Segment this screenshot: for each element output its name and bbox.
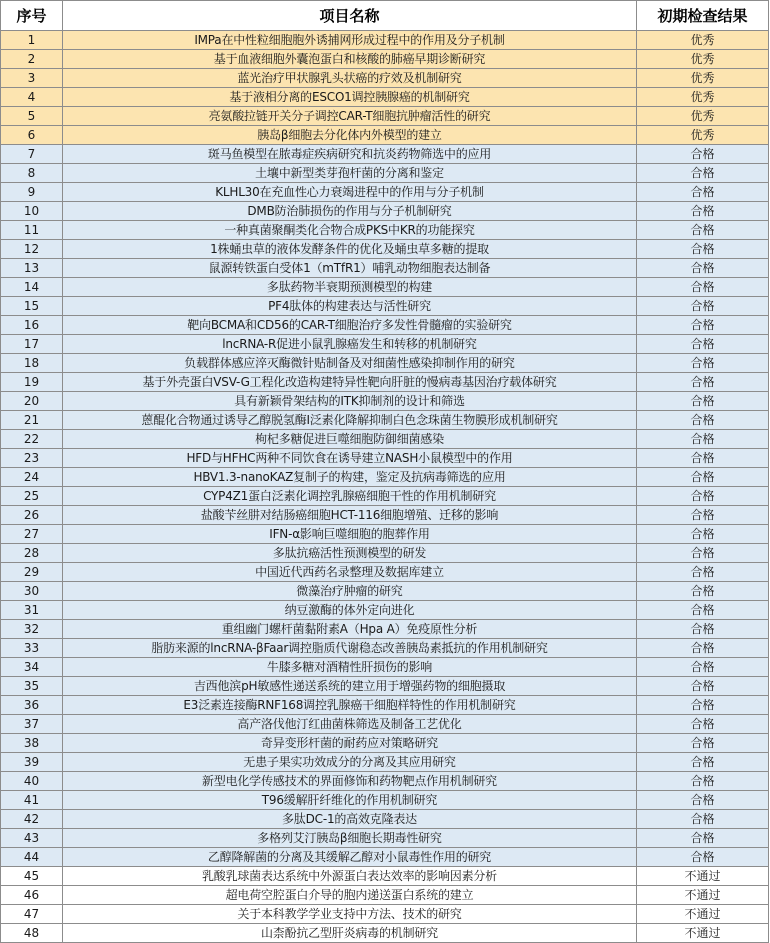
row-number-cell: 18 [1, 354, 63, 373]
header-no: 序号 [1, 1, 63, 31]
result-cell: 合格 [637, 430, 769, 449]
project-name-cell: 基于外壳蛋白VSV-G工程化改造构建特异性靶向肝脏的慢病毒基因治疗载体研究 [63, 373, 637, 392]
result-cell: 优秀 [637, 107, 769, 126]
row-number-cell: 32 [1, 620, 63, 639]
table-row [1, 297, 769, 316]
row-number-cell: 13 [1, 259, 63, 278]
row-number-cell: 25 [1, 487, 63, 506]
result-cell: 合格 [637, 715, 769, 734]
result-cell: 合格 [637, 810, 769, 829]
table-row [1, 31, 769, 50]
project-name-cell: 关于本科教学学业支持中方法、技术的研究 [63, 905, 637, 924]
project-name-cell: 吉西他滨pH敏感性递送系统的建立用于增强药物的细胞摄取 [63, 677, 637, 696]
project-name-cell: 负载群体感应淬灭酶微针贴制备及对细菌性感染抑制作用的研究 [63, 354, 637, 373]
table-row [1, 259, 769, 278]
result-cell: 合格 [637, 221, 769, 240]
result-cell: 合格 [637, 316, 769, 335]
project-name-cell: IFN-α影响巨噬细胞的胞葬作用 [63, 525, 637, 544]
result-cell: 合格 [637, 677, 769, 696]
row-number-cell: 5 [1, 107, 63, 126]
table-row [1, 468, 769, 487]
row-number-cell: 42 [1, 810, 63, 829]
row-number-cell: 8 [1, 164, 63, 183]
row-number-cell: 39 [1, 753, 63, 772]
result-cell: 合格 [637, 753, 769, 772]
row-number-cell: 48 [1, 924, 63, 943]
row-number-cell: 16 [1, 316, 63, 335]
project-name-cell: IMPa在中性粒细胞胞外诱捕网形成过程中的作用及分子机制 [63, 31, 637, 50]
result-cell: 合格 [637, 392, 769, 411]
row-number-cell: 26 [1, 506, 63, 525]
table-row [1, 449, 769, 468]
project-name-cell: 土壤中新型类芽孢杆菌的分离和鉴定 [63, 164, 637, 183]
row-number-cell: 29 [1, 563, 63, 582]
project-name-cell: KLHL30在充血性心力衰竭进程中的作用与分子机制 [63, 183, 637, 202]
row-number-cell: 44 [1, 848, 63, 867]
row-number-cell: 45 [1, 867, 63, 886]
row-number-cell: 11 [1, 221, 63, 240]
table-row [1, 905, 769, 924]
project-name-cell: 胰岛β细胞去分化体内外模型的建立 [63, 126, 637, 145]
table-row [1, 867, 769, 886]
row-number-cell: 1 [1, 31, 63, 50]
result-cell: 合格 [637, 335, 769, 354]
table-row [1, 658, 769, 677]
result-cell: 合格 [637, 449, 769, 468]
table-row [1, 525, 769, 544]
table-row [1, 734, 769, 753]
row-number-cell: 7 [1, 145, 63, 164]
table-row [1, 582, 769, 601]
project-name-cell: 一种真菌聚酮类化合物合成PKS中KR的功能探究 [63, 221, 637, 240]
table-row [1, 601, 769, 620]
row-number-cell: 36 [1, 696, 63, 715]
project-name-cell: 蒽醌化合物通过诱导乙醇脱氢酶I泛素化降解抑制白色念珠菌生物膜形成机制研究 [63, 411, 637, 430]
row-number-cell: 9 [1, 183, 63, 202]
header-name: 项目名称 [63, 1, 637, 31]
table-row [1, 126, 769, 145]
result-cell: 合格 [637, 164, 769, 183]
row-number-cell: 33 [1, 639, 63, 658]
project-name-cell: 牛膝多糖对酒精性肝损伤的影响 [63, 658, 637, 677]
result-cell: 合格 [637, 468, 769, 487]
table-row [1, 620, 769, 639]
result-cell: 合格 [637, 411, 769, 430]
table-row [1, 240, 769, 259]
result-cell: 合格 [637, 544, 769, 563]
project-name-cell: 奇异变形杆菌的耐药应对策略研究 [63, 734, 637, 753]
result-cell: 合格 [637, 601, 769, 620]
result-cell: 合格 [637, 297, 769, 316]
project-name-cell: 多肽DC-1的高效克隆表达 [63, 810, 637, 829]
result-cell: 优秀 [637, 88, 769, 107]
result-cell: 合格 [637, 278, 769, 297]
project-name-cell: 蓝光治疗甲状腺乳头状癌的疗效及机制研究 [63, 69, 637, 88]
table-row [1, 487, 769, 506]
result-cell: 合格 [637, 259, 769, 278]
project-name-cell: 乳酸乳球菌表达系统中外源蛋白表达效率的影响因素分析 [63, 867, 637, 886]
header-result: 初期检查结果 [637, 1, 769, 31]
table-row [1, 639, 769, 658]
row-number-cell: 46 [1, 886, 63, 905]
row-number-cell: 31 [1, 601, 63, 620]
project-name-cell: 高产洛伐他汀红曲菌株筛选及制备工艺优化 [63, 715, 637, 734]
row-number-cell: 19 [1, 373, 63, 392]
project-name-cell: CYP4Z1蛋白泛素化调控乳腺癌细胞干性的作用机制研究 [63, 487, 637, 506]
project-name-cell: 超电荷空腔蛋白介导的胞内递送蛋白系统的建立 [63, 886, 637, 905]
table-row [1, 202, 769, 221]
table-row [1, 810, 769, 829]
table-row [1, 354, 769, 373]
result-cell: 不通过 [637, 886, 769, 905]
row-number-cell: 3 [1, 69, 63, 88]
result-cell: 合格 [637, 791, 769, 810]
result-cell: 合格 [637, 145, 769, 164]
table-row [1, 791, 769, 810]
table-row [1, 677, 769, 696]
table-row [1, 50, 769, 69]
project-name-cell: 1株蛹虫草的液体发酵条件的优化及蛹虫草多糖的提取 [63, 240, 637, 259]
table-row [1, 183, 769, 202]
row-number-cell: 34 [1, 658, 63, 677]
table-row [1, 278, 769, 297]
result-cell: 合格 [637, 487, 769, 506]
row-number-cell: 21 [1, 411, 63, 430]
project-name-cell: 重组幽门螺杆菌黏附素A（Hpa A）免疫原性分析 [63, 620, 637, 639]
table-row [1, 88, 769, 107]
row-number-cell: 4 [1, 88, 63, 107]
table-row [1, 848, 769, 867]
row-number-cell: 12 [1, 240, 63, 259]
project-name-cell: 斑马鱼模型在脓毒症疾病研究和抗炎药物筛选中的应用 [63, 145, 637, 164]
result-cell: 合格 [637, 354, 769, 373]
row-number-cell: 2 [1, 50, 63, 69]
result-cell: 不通过 [637, 867, 769, 886]
table-row [1, 544, 769, 563]
project-name-cell: 枸杞多糖促进巨噬细胞防御细菌感染 [63, 430, 637, 449]
project-name-cell: 具有新颖骨架结构的ITK抑制剂的设计和筛选 [63, 392, 637, 411]
result-cell: 不通过 [637, 905, 769, 924]
project-name-cell: 新型电化学传感技术的界面修饰和药物靶点作用机制研究 [63, 772, 637, 791]
row-number-cell: 24 [1, 468, 63, 487]
table-row [1, 316, 769, 335]
result-cell: 合格 [637, 525, 769, 544]
project-name-cell: DMB防治肺损伤的作用与分子机制研究 [63, 202, 637, 221]
table-row [1, 164, 769, 183]
result-cell: 合格 [637, 848, 769, 867]
table-row [1, 696, 769, 715]
result-cell: 合格 [637, 658, 769, 677]
table-row [1, 753, 769, 772]
table-row [1, 335, 769, 354]
table-row [1, 924, 769, 943]
row-number-cell: 27 [1, 525, 63, 544]
project-name-cell: PF4肽体的构建表达与活性研究 [63, 297, 637, 316]
result-cell: 合格 [637, 506, 769, 525]
row-number-cell: 41 [1, 791, 63, 810]
table-row [1, 392, 769, 411]
result-cell: 合格 [637, 696, 769, 715]
project-name-cell: 无患子果实功效成分的分离及其应用研究 [63, 753, 637, 772]
project-name-cell: 鼠源转铁蛋白受体1（mTfR1）哺乳动物细胞表达制备 [63, 259, 637, 278]
table-row [1, 563, 769, 582]
result-cell: 合格 [637, 582, 769, 601]
table-row [1, 829, 769, 848]
result-cell: 合格 [637, 734, 769, 753]
project-name-cell: 中国近代西药名录整理及数据库建立 [63, 563, 637, 582]
project-name-cell: 多肽抗癌活性预测模型的研发 [63, 544, 637, 563]
row-number-cell: 17 [1, 335, 63, 354]
project-name-cell: 基于液相分离的ESCO1调控胰腺癌的机制研究 [63, 88, 637, 107]
project-name-cell: E3泛素连接酶RNF168调控乳腺癌干细胞样特性的作用机制研究 [63, 696, 637, 715]
row-number-cell: 30 [1, 582, 63, 601]
result-cell: 合格 [637, 639, 769, 658]
result-cell: 合格 [637, 829, 769, 848]
result-cell: 合格 [637, 563, 769, 582]
header-row [1, 1, 769, 31]
project-name-cell: HBV1.3-nanoKAZ复制子的构建，鉴定及抗病毒筛选的应用 [63, 468, 637, 487]
result-cell: 不通过 [637, 924, 769, 943]
row-number-cell: 22 [1, 430, 63, 449]
row-number-cell: 43 [1, 829, 63, 848]
table-row [1, 145, 769, 164]
result-cell: 优秀 [637, 31, 769, 50]
project-name-cell: 多格列艾汀胰岛β细胞长期毒性研究 [63, 829, 637, 848]
result-cell: 优秀 [637, 69, 769, 88]
project-name-cell: 纳豆激酶的体外定向进化 [63, 601, 637, 620]
table-row [1, 107, 769, 126]
table-row [1, 69, 769, 88]
project-name-cell: 脂肪来源的lncRNA-βFaar调控脂质代谢稳态改善胰岛素抵抗的作用机制研究 [63, 639, 637, 658]
result-cell: 合格 [637, 772, 769, 791]
row-number-cell: 10 [1, 202, 63, 221]
result-cell: 合格 [637, 620, 769, 639]
table-row [1, 506, 769, 525]
row-number-cell: 20 [1, 392, 63, 411]
table-row [1, 886, 769, 905]
table-row [1, 373, 769, 392]
row-number-cell: 23 [1, 449, 63, 468]
row-number-cell: 35 [1, 677, 63, 696]
table-body [1, 31, 769, 943]
project-name-cell: 山柰酚抗乙型肝炎病毒的机制研究 [63, 924, 637, 943]
row-number-cell: 28 [1, 544, 63, 563]
result-cell: 优秀 [637, 126, 769, 145]
project-name-cell: 微藻治疗肿瘤的研究 [63, 582, 637, 601]
project-name-cell: HFD与HFHC两种不同饮食在诱导建立NASH小鼠模型中的作用 [63, 449, 637, 468]
table-row [1, 411, 769, 430]
project-name-cell: T96缓解肝纤维化的作用机制研究 [63, 791, 637, 810]
result-cell: 优秀 [637, 50, 769, 69]
row-number-cell: 15 [1, 297, 63, 316]
project-name-cell: 基于血液细胞外囊泡蛋白和核酸的肺癌早期诊断研究 [63, 50, 637, 69]
row-number-cell: 37 [1, 715, 63, 734]
project-name-cell: 亮氨酸拉链开关分子调控CAR-T细胞抗肿瘤活性的研究 [63, 107, 637, 126]
project-name-cell: 乙醇降解菌的分离及其缓解乙醇对小鼠毒性作用的研究 [63, 848, 637, 867]
row-number-cell: 6 [1, 126, 63, 145]
project-name-cell: 多肽药物半衰期预测模型的构建 [63, 278, 637, 297]
result-cell: 合格 [637, 202, 769, 221]
result-cell: 合格 [637, 183, 769, 202]
project-name-cell: 靶向BCMA和CD56的CAR-T细胞治疗多发性骨髓瘤的实验研究 [63, 316, 637, 335]
project-name-cell: lncRNA-R促进小鼠乳腺癌发生和转移的机制研究 [63, 335, 637, 354]
table-row [1, 715, 769, 734]
table-row [1, 772, 769, 791]
row-number-cell: 47 [1, 905, 63, 924]
row-number-cell: 14 [1, 278, 63, 297]
row-number-cell: 38 [1, 734, 63, 753]
table-row [1, 430, 769, 449]
row-number-cell: 40 [1, 772, 63, 791]
result-cell: 合格 [637, 373, 769, 392]
result-cell: 合格 [637, 240, 769, 259]
table-row [1, 221, 769, 240]
project-name-cell: 盐酸苄丝肼对结肠癌细胞HCT-116细胞增殖、迁移的影响 [63, 506, 637, 525]
